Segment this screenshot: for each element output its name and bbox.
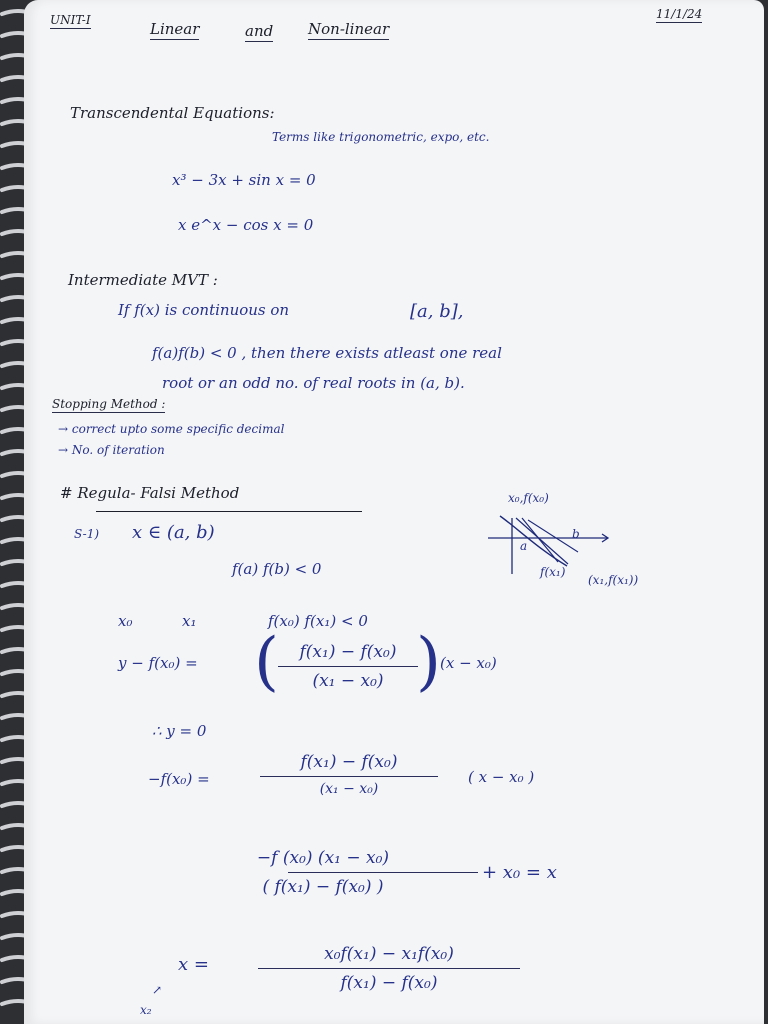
open-paren: ( (254, 625, 279, 699)
x0-label: x₀ (118, 612, 133, 630)
final-numerator: x₀f(x₁) − x₁f(x₀) (324, 944, 454, 964)
title-nonlinear: Non-linear (308, 20, 390, 38)
regula-underline (96, 511, 362, 512)
slope-numerator: f(x₁) − f(x₀) (299, 642, 397, 662)
step3-rhs: + x₀ = x (482, 862, 557, 883)
equation-2: x e^x − cos x = 0 (178, 216, 314, 234)
x2-label: x₂ (140, 1003, 152, 1017)
therefore-y0: ∴ y = 0 (152, 722, 207, 740)
slope-denominator: (x₁ − x₀) (312, 671, 384, 691)
ivt-line3: root or an odd no. of real roots in (a, b). (162, 374, 465, 392)
sketch-fx1-label: f(x₁) (540, 565, 566, 579)
step-label: S-1) (74, 527, 100, 541)
final-denominator: f(x₁) − f(x₀) (340, 973, 438, 993)
sketch-point-label: (x₁,f(x₁)) (588, 573, 639, 587)
x1-label: x₁ (182, 612, 197, 630)
ivt-heading: Intermediate MVT : (68, 271, 218, 289)
sketch-a-label: a (520, 539, 528, 553)
step3-denominator: ( f(x₁) − f(x₀) ) (262, 877, 384, 897)
arrow-to-x2: ↗ (152, 983, 163, 997)
condition-1: f(a) f(b) < 0 (232, 560, 322, 578)
stopping-item-1: → correct upto some specific decimal (58, 422, 285, 436)
ivt-line2: f(a)f(b) < 0 , then there exists atleast one real (152, 344, 502, 362)
close-paren: ) (416, 625, 441, 699)
line-eq-rhs: (x − x₀) (440, 654, 497, 672)
line-eq-lhs: y − f(x₀) = (118, 654, 198, 672)
step-interval: x ∈ (a, b) (132, 522, 215, 543)
sketch-top-label: x₀,f(x₀) (508, 491, 549, 505)
title-linear: Linear (150, 20, 200, 38)
equation-1: x³ − 3x + sin x = 0 (172, 171, 316, 189)
ivt-line1: If f(x) is continuous on (118, 301, 290, 319)
stopping-item-2: → No. of iteration (58, 443, 165, 457)
transcendental-note: Terms like trigonometric, expo, etc. (272, 130, 490, 144)
regula-heading: # Regula- Falsi Method (60, 484, 240, 502)
step2-denominator: (x₁ − x₀) (319, 781, 379, 797)
step3-numerator: −f (x₀) (x₁ − x₀) (256, 848, 390, 868)
ivt-interval: [a, b], (410, 301, 464, 322)
step2-lhs: −f(x₀) = (148, 770, 210, 788)
step2-rhs: ( x − x₀ ) (468, 768, 535, 786)
step3-fraction (158, 848, 488, 897)
slope-fraction (278, 642, 418, 691)
stopping-heading: Stopping Method : (52, 397, 166, 411)
date: 11/1/24 (656, 7, 703, 21)
unit-label: UNIT-I (50, 13, 91, 27)
sketch-b-label: b (572, 527, 580, 541)
step2-numerator: f(x₁) − f(x₀) (300, 752, 398, 772)
condition-2: f(x₀) f(x₁) < 0 (268, 612, 368, 630)
step2-fraction (260, 752, 438, 797)
final-fraction (258, 944, 520, 993)
title-and: and (245, 22, 274, 40)
final-lhs: x = (178, 954, 209, 975)
transcendental-heading: Transcendental Equations: (70, 104, 275, 122)
